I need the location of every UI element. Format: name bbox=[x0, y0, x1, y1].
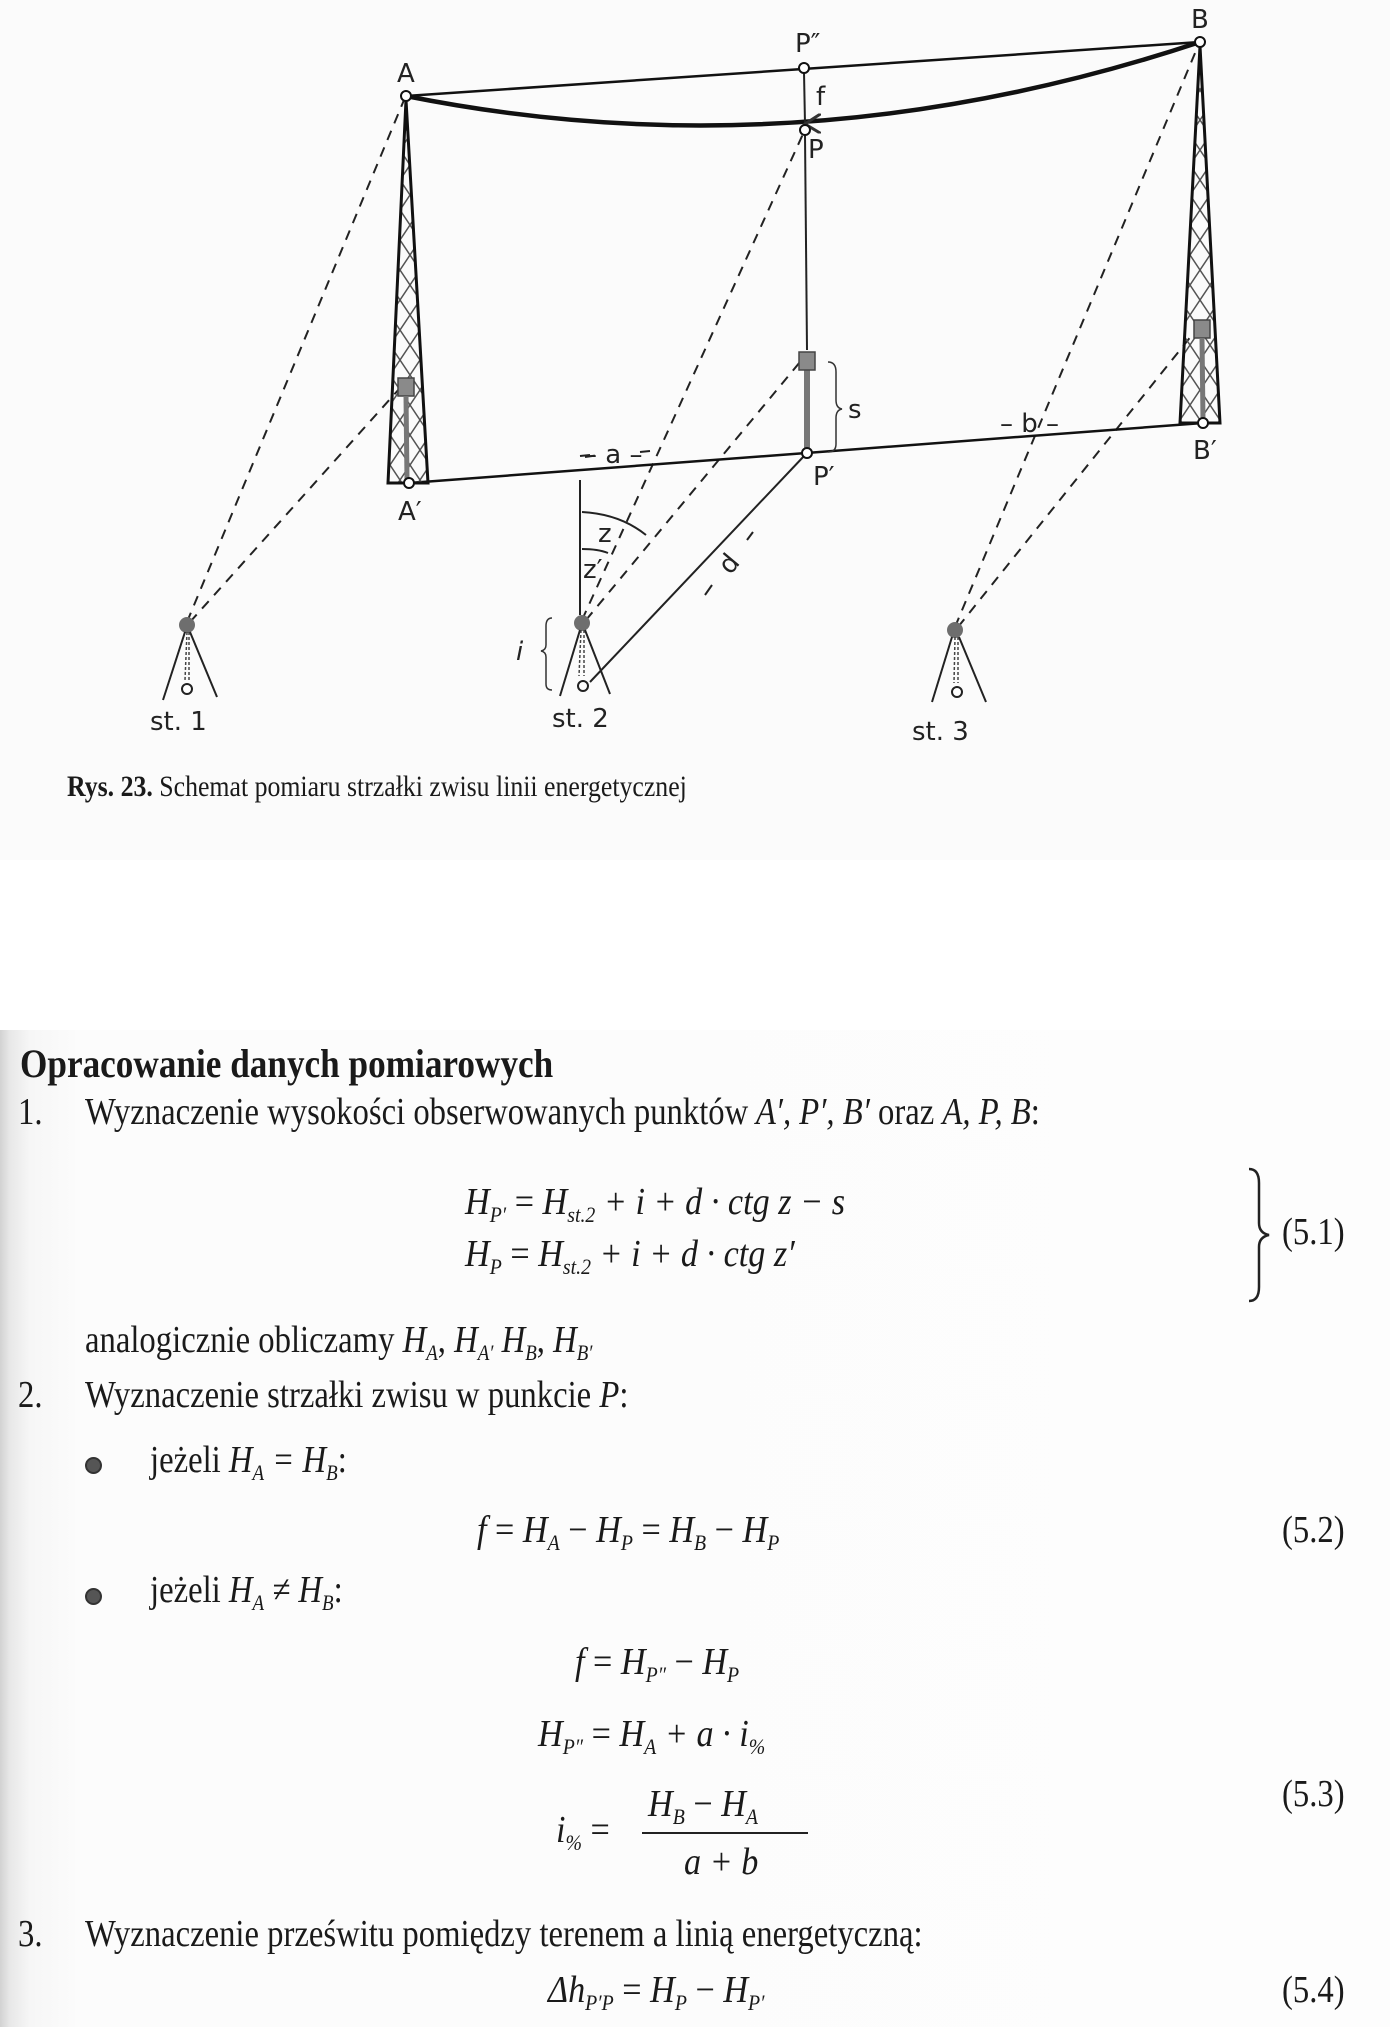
eq-var: H bbox=[619, 1713, 645, 1755]
label-b: – b – bbox=[1000, 409, 1060, 439]
case-var: H bbox=[298, 1569, 322, 1611]
eq-sub: P bbox=[674, 1990, 687, 2015]
eq-op: = bbox=[486, 1509, 523, 1551]
eq-var: H bbox=[721, 1783, 746, 1825]
sight-line-st2-target-P bbox=[586, 362, 800, 620]
eq-op: = bbox=[613, 1969, 651, 2011]
item-3-text: Wyznaczenie prześwitu pomiędzy terenem a linią energetyczną: bbox=[85, 1913, 923, 1955]
eq-rest: + i + d · ctg z − s bbox=[595, 1181, 846, 1223]
analog-sub: B bbox=[525, 1340, 537, 1365]
eq-sub: st.2 bbox=[567, 1202, 596, 1227]
analog-var: H bbox=[402, 1319, 427, 1361]
angle-arc-z-prime bbox=[582, 549, 608, 553]
label-P-double-prime: P″ bbox=[795, 29, 821, 59]
equation-5-3-line-3-lhs bbox=[556, 1808, 610, 1856]
label-P-prime: P′ bbox=[813, 462, 835, 492]
analog-sub: A bbox=[426, 1340, 438, 1365]
fraction-denominator: a + b bbox=[684, 1841, 759, 1883]
label-st1: st. 1 bbox=[150, 707, 207, 737]
point-A-prime bbox=[404, 478, 414, 488]
eq-sub: P′ bbox=[748, 1990, 765, 2015]
item-1-colon: : bbox=[1030, 1091, 1040, 1133]
analog-sub: A′ bbox=[477, 1340, 494, 1365]
eq-var: H bbox=[723, 1969, 749, 2011]
eq-op: − bbox=[706, 1509, 743, 1551]
case-var: H bbox=[228, 1439, 253, 1481]
case-var: H bbox=[228, 1569, 253, 1611]
label-st2: st. 2 bbox=[552, 704, 609, 734]
sight-line-st2-P bbox=[582, 134, 803, 620]
item-1-label: Wyznaczenie wysokości obserwowanych punktów bbox=[85, 1091, 749, 1133]
eq-sub: % bbox=[748, 1734, 766, 1759]
analog-line bbox=[85, 1318, 592, 1366]
label-A-prime: A′ bbox=[398, 497, 422, 527]
eq-var: H bbox=[669, 1509, 695, 1551]
eq-sub: P bbox=[620, 1530, 633, 1555]
eq-sub: B bbox=[694, 1530, 707, 1555]
brace-5-1 bbox=[1245, 1165, 1275, 1305]
point-P bbox=[800, 125, 810, 135]
eq-op: = bbox=[582, 1809, 610, 1851]
bullet-icon bbox=[85, 1457, 102, 1474]
item-3-number: 3. bbox=[18, 1913, 43, 1955]
tower-A bbox=[388, 100, 428, 483]
sight-lines bbox=[187, 46, 1198, 627]
equation-5-3-line-1 bbox=[575, 1640, 739, 1688]
distance-d-line bbox=[590, 455, 805, 682]
case-colon: : bbox=[337, 1439, 347, 1481]
equation-5-3-line-2 bbox=[538, 1712, 765, 1760]
case-equal-heights bbox=[150, 1438, 347, 1486]
instrument-st3 bbox=[932, 622, 986, 702]
eq-sub: P″ bbox=[645, 1662, 666, 1687]
analog-sep: , bbox=[437, 1319, 455, 1361]
dimension-d-tick bbox=[747, 532, 753, 540]
label-A: A bbox=[397, 59, 415, 89]
eq-sub: A bbox=[547, 1530, 560, 1555]
case-sub: B bbox=[322, 1590, 334, 1615]
eq-var: H bbox=[620, 1641, 646, 1683]
bullet-icon bbox=[85, 1588, 102, 1605]
item-2-text bbox=[85, 1373, 628, 1417]
case-text: jeżeli bbox=[150, 1569, 229, 1611]
case-text: jeżeli bbox=[150, 1439, 229, 1481]
tower-B bbox=[1180, 46, 1220, 423]
eq-var: H bbox=[702, 1641, 728, 1683]
eq-op: − bbox=[665, 1641, 703, 1683]
eq-var: H bbox=[742, 1509, 768, 1551]
eq-var: H bbox=[465, 1233, 490, 1275]
analog-var: H bbox=[553, 1319, 577, 1361]
case-sub: B bbox=[326, 1460, 338, 1485]
eq-op: = bbox=[632, 1509, 670, 1551]
point-B-prime bbox=[1198, 418, 1208, 428]
case-colon: : bbox=[333, 1569, 343, 1611]
analog-text: analogicznie obliczamy bbox=[85, 1319, 403, 1361]
case-unequal-heights bbox=[150, 1568, 343, 1616]
point-A bbox=[401, 91, 411, 101]
eq-op: = bbox=[506, 1181, 543, 1223]
equation-number-5-2: (5.2) bbox=[1282, 1509, 1345, 1551]
item-2-var: P bbox=[599, 1374, 620, 1416]
eq-var: H bbox=[650, 1969, 675, 2011]
point-B bbox=[1195, 37, 1205, 47]
label-z: z bbox=[598, 519, 612, 549]
case-var: H bbox=[302, 1439, 327, 1481]
angle-arc-z bbox=[582, 512, 646, 535]
analog-var: H bbox=[501, 1319, 526, 1361]
equation-5-4 bbox=[548, 1968, 764, 2016]
eq-var: H bbox=[542, 1181, 568, 1223]
figure-caption bbox=[67, 770, 687, 804]
case-op: ≠ bbox=[264, 1569, 299, 1611]
case-sub: A bbox=[252, 1590, 265, 1615]
instrument-st1 bbox=[163, 617, 217, 700]
fraction-numerator bbox=[648, 1782, 758, 1830]
eq-sub: st.2 bbox=[562, 1254, 591, 1279]
sag-arrow-f bbox=[804, 72, 805, 124]
eq-var: Δh bbox=[548, 1969, 586, 2011]
item-1-text bbox=[85, 1090, 1040, 1134]
target-icon bbox=[1194, 320, 1210, 338]
brace-i bbox=[541, 618, 552, 690]
equation-5-2 bbox=[477, 1508, 779, 1556]
eq-sub: P bbox=[489, 1254, 502, 1279]
item-1-points: A, P, B bbox=[942, 1091, 1031, 1133]
power-line-sag-diagram bbox=[0, 0, 1390, 860]
eq-rest: + i + d · ctg z′ bbox=[590, 1233, 795, 1275]
label-i: i bbox=[516, 637, 524, 667]
eq-sub: P′ bbox=[489, 1202, 507, 1227]
eq-var: f bbox=[575, 1641, 585, 1683]
point-P-prime bbox=[802, 448, 812, 458]
dimension-d-tick bbox=[705, 585, 712, 595]
plumb-line-P bbox=[805, 135, 807, 350]
item-1-number: 1. bbox=[18, 1091, 43, 1133]
item-1-oraz: oraz bbox=[869, 1091, 943, 1133]
eq-var: H bbox=[596, 1509, 621, 1551]
sight-line-st1-A bbox=[187, 100, 404, 622]
target-icon bbox=[799, 352, 815, 370]
label-P: P bbox=[808, 135, 824, 165]
analog-sub: B′ bbox=[576, 1340, 593, 1365]
equation-5-1-line-2 bbox=[465, 1232, 795, 1280]
point-P-double-prime bbox=[799, 63, 809, 73]
sight-line-st1-target-A bbox=[190, 388, 400, 622]
instrument-st2 bbox=[560, 615, 610, 696]
theodolite-icon bbox=[574, 615, 590, 631]
section-heading: Opracowanie danych pomiarowych bbox=[20, 1041, 554, 1086]
label-z-prime: z′ bbox=[583, 555, 603, 585]
eq-op: − bbox=[686, 1969, 724, 2011]
eq-sub: % bbox=[565, 1830, 583, 1855]
eq-var: H bbox=[538, 1713, 563, 1755]
sight-line-st3-target-B bbox=[958, 335, 1192, 627]
equation-number-5-3: (5.3) bbox=[1282, 1773, 1345, 1815]
levelling-rod bbox=[799, 352, 815, 452]
eq-op: = bbox=[583, 1713, 620, 1755]
eq-sub: P″ bbox=[562, 1734, 584, 1759]
caption-label: Rys. 23. bbox=[67, 770, 153, 803]
eq-op: = bbox=[501, 1233, 539, 1275]
label-s: s bbox=[848, 395, 862, 425]
theodolite-icon bbox=[947, 622, 963, 638]
eq-op: = bbox=[584, 1641, 621, 1683]
eq-sub: A bbox=[745, 1804, 759, 1829]
analog-var: H bbox=[454, 1319, 478, 1361]
caption-text: Schemat pomiaru strzałki zwisu linii energetycznej bbox=[152, 770, 687, 803]
target-icon bbox=[398, 378, 414, 396]
eq-var: H bbox=[648, 1783, 673, 1825]
brace-s bbox=[828, 362, 842, 452]
theodolite-icon bbox=[179, 617, 195, 633]
eq-op: − bbox=[559, 1509, 597, 1551]
eq-var: i bbox=[556, 1809, 566, 1851]
item-2-colon: : bbox=[619, 1374, 629, 1416]
eq-sub: B bbox=[672, 1804, 685, 1829]
item-2-number: 2. bbox=[18, 1374, 43, 1416]
fraction-bar bbox=[642, 1832, 808, 1834]
label-st3: st. 3 bbox=[912, 717, 969, 747]
case-sub: A bbox=[252, 1460, 265, 1485]
eq-sub: A bbox=[644, 1734, 657, 1759]
eq-var: f bbox=[477, 1509, 487, 1551]
eq-sub: P bbox=[727, 1662, 740, 1687]
eq-var: H bbox=[522, 1509, 548, 1551]
label-a: – a – bbox=[584, 440, 643, 470]
eq-op: − bbox=[684, 1783, 722, 1825]
eq-rest: + a · i bbox=[656, 1713, 749, 1755]
eq-var: H bbox=[538, 1233, 563, 1275]
case-op: = bbox=[264, 1439, 303, 1481]
label-d: d bbox=[712, 548, 747, 581]
label-B: B bbox=[1191, 5, 1209, 35]
analog-sep: , bbox=[536, 1319, 554, 1361]
label-f: f bbox=[816, 82, 826, 112]
item-1-points-primed: A′, P′, B′ bbox=[748, 1091, 870, 1133]
equation-5-1-line-1 bbox=[465, 1180, 845, 1228]
eq-sub: P bbox=[767, 1530, 780, 1555]
eq-sub: P′P bbox=[585, 1990, 614, 2015]
eq-var: H bbox=[465, 1181, 490, 1223]
item-2-label: Wyznaczenie strzałki zwisu w punkcie bbox=[85, 1374, 600, 1416]
label-B-prime: B′ bbox=[1193, 436, 1217, 466]
sight-line-st3-B bbox=[955, 46, 1198, 627]
equation-number-5-4: (5.4) bbox=[1282, 1969, 1345, 2011]
equation-number-5-1: (5.1) bbox=[1282, 1211, 1345, 1253]
